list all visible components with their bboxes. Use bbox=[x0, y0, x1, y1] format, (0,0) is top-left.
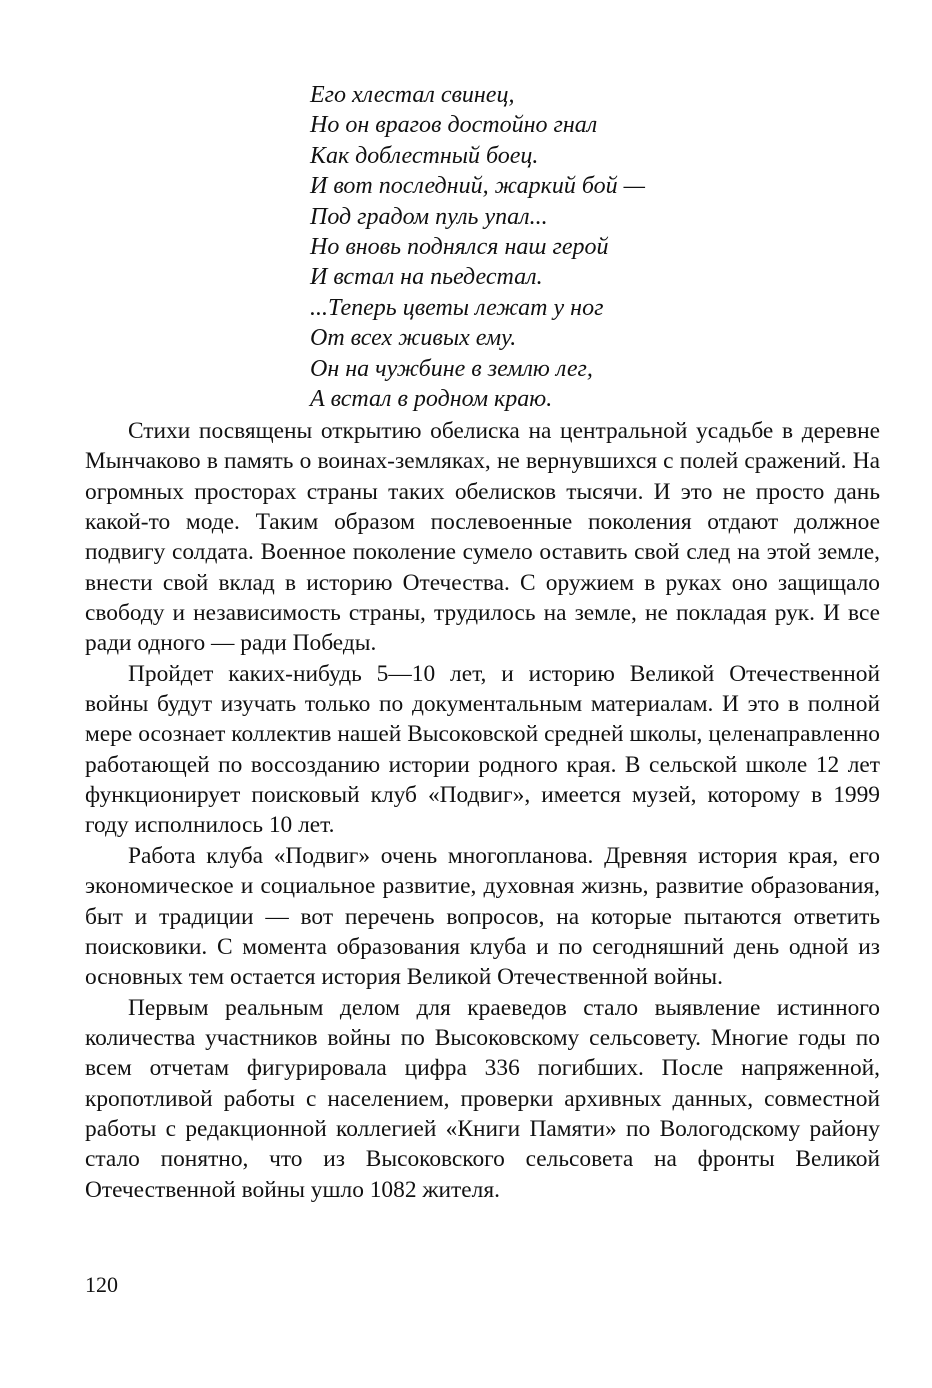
poem-line: А встал в родном краю. bbox=[310, 385, 553, 412]
page-number: 120 bbox=[85, 1272, 118, 1297]
paragraph: Первым реальным делом для краеведов стало выявление истинного количества участников войны по Высоковскому сельсовету. Многие годы по всем отчетам фигурировала цифра 336 погибших. После напряженной, кропотливой работы с населением, проверки архивных данных, совместной работы с редакционной коллегией «Книги Памяти» по Вологодскому району стало понятно, что из Высоковского сельсовета на фронты Великой Отечественной войны ушло 1082 жителя. bbox=[85, 994, 880, 1203]
poem-line: Но вновь поднялся наш герой bbox=[310, 233, 609, 260]
poem-line: И встал на пьедестал. bbox=[310, 264, 543, 291]
poem-line: Но он врагов достойно гнал bbox=[310, 112, 598, 139]
poem-line: ...Теперь цветы лежат у ног bbox=[310, 294, 604, 321]
poem-line: От всех живых ему. bbox=[310, 325, 517, 352]
poem-line: Он на чужбине в землю лег, bbox=[310, 355, 593, 382]
poem-block bbox=[310, 80, 645, 414]
poem-line: Как доблестный боец. bbox=[310, 142, 539, 169]
paragraph: Стихи посвящены открытию обелиска на центральной усадьбе в деревне Мынчаково в память о воинах-земляках, не вернувшихся с полей сражений. На огромных просторах страны таких обелисков тысячи. И это не просто дань какой-то моде. Таким образом послевоенные поколения отдают должное подвигу солдата. Военное поколение сумело оставить свой след на этой земле, внести свой вклад в историю Отечества. С оружием в руках оно защищало свободу и независимость страны, трудилось на земле, не покладая рук. И все ради одного — ради Победы. bbox=[85, 418, 880, 657]
poem-line: Под градом пуль упал... bbox=[310, 203, 548, 230]
paragraph: Пройдет каких-нибудь 5—10 лет, и историю Великой Отечественной войны будут изучать только по документальным материалам. И это в полной мере осознает коллектив нашей Высоковской средней школы, целенаправленно работающей по воссозданию истории родного края. В сельской школе 12 лет функционирует поисковый клуб «Подвиг», имеется музей, которому в 1999 году исполнилось 10 лет. bbox=[85, 660, 880, 839]
poem-line: Его хлестал свинец, bbox=[310, 82, 515, 108]
paragraph: Работа клуба «Подвиг» очень многопланова. Древняя история края, его экономическое и социальное развитие, духовная жизнь, развитие образования, быт и традиции — вот перечень вопросов, на которые пытаются ответить поисковики. С момента образования клуба и по сегодняшний день одной из основных тем остается история Великой Отечественной войны. bbox=[85, 842, 880, 991]
body-text bbox=[85, 416, 880, 1205]
poem-line: И вот последний, жаркий бой — bbox=[310, 173, 645, 200]
